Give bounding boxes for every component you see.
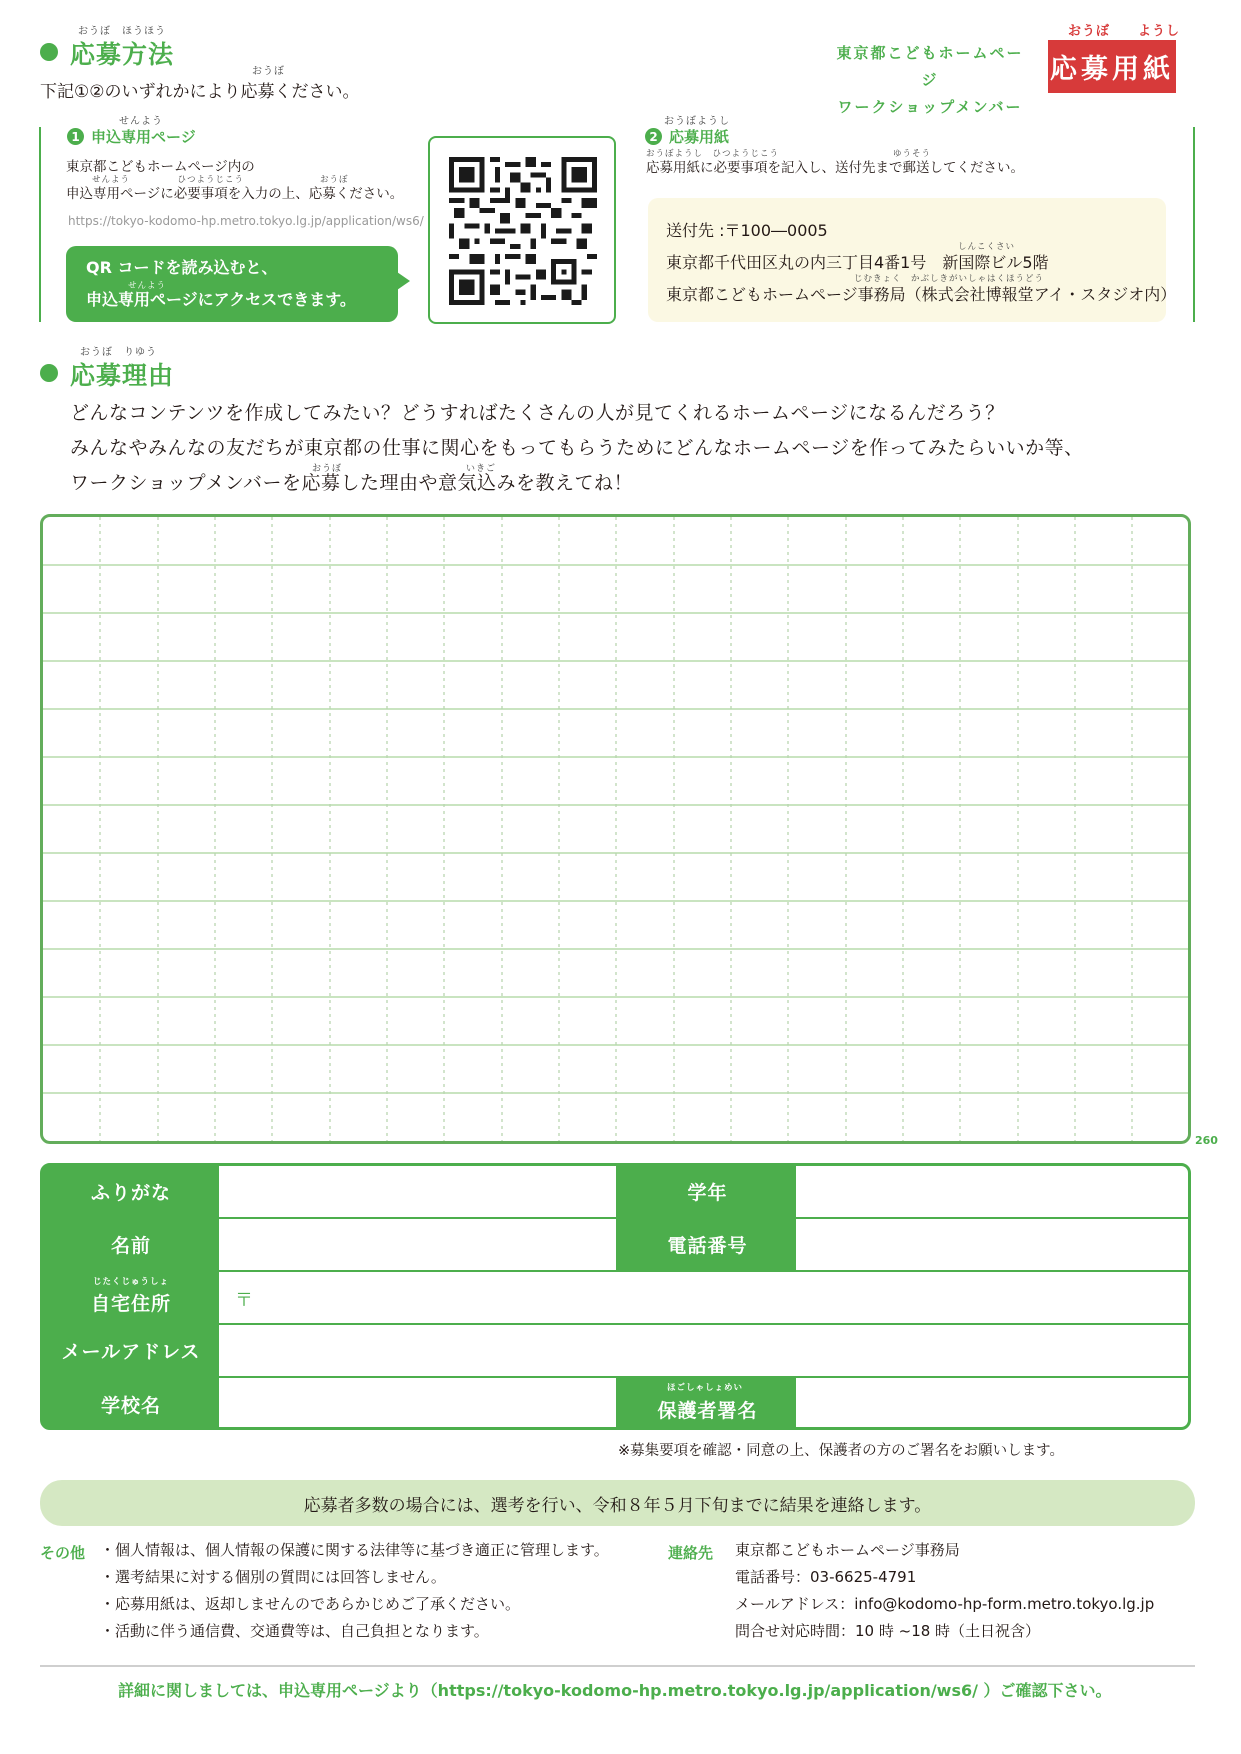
manuscript-grid-lines bbox=[43, 517, 1188, 1141]
bubble-line-2: 申込専用ページにアクセスできます。 bbox=[86, 290, 356, 309]
method2-desc: 応募用紙に必要事項を記入し、送付先まで郵送してください。 bbox=[646, 160, 1024, 176]
home-address-input[interactable] bbox=[219, 1272, 1188, 1323]
home-address-ruby: じたくじゅうしょ bbox=[93, 1277, 170, 1287]
guardian-note: ※募集要項を確認・同意の上、保護者の方のご署名をお願いします。 bbox=[618, 1443, 1064, 1459]
other-note-item: ・選考結果に対する個別の質問には回答しません。 bbox=[100, 1568, 446, 1586]
intro-ruby: おうぼ bbox=[252, 66, 285, 77]
section-title-reason: 応募理由 bbox=[70, 361, 175, 390]
reason-line-1: どんなコンテンツを作成してみたい？どうすればたくさんの人が見てくれるホームページになるんだろう？ bbox=[70, 402, 1005, 424]
contact-label: 連絡先 bbox=[668, 1544, 714, 1562]
method1-line1: 東京都こどもホームページ内の bbox=[66, 159, 255, 175]
section-title-ruby: おうぼ ほうほう bbox=[78, 26, 166, 37]
application-form-badge: 応募用紙 bbox=[1048, 40, 1176, 93]
reason-writing-grid[interactable] bbox=[40, 514, 1191, 1144]
form-row-furigana bbox=[43, 1166, 1188, 1217]
method1-title-ruby: せんよう bbox=[119, 116, 163, 127]
intro-text: 下記①②のいずれかにより応募ください。 bbox=[40, 82, 360, 102]
form-row-email bbox=[43, 1325, 1188, 1376]
contact-hours: 問合せ対応時間：10 時 ~18 時（土日祝含） bbox=[735, 1622, 1041, 1640]
reason-title-ruby: おうぼ りゆう bbox=[80, 347, 157, 358]
guardian-signature-input[interactable] bbox=[796, 1378, 1188, 1430]
other-note-item: ・応募用紙は、返却しませんのであらかじめご了承ください。 bbox=[100, 1595, 521, 1613]
address-street: 東京都千代田区丸の内三丁目4番1号 新国際ビル5階 bbox=[666, 253, 1049, 272]
phone-label: 電話番号 bbox=[619, 1219, 796, 1270]
bullet-dot-icon bbox=[40, 364, 58, 382]
application-url[interactable]: https://tokyo-kodomo-hp.metro.tokyo.lg.jp/application/ws6/ bbox=[68, 214, 424, 228]
address-office: 東京都こどもホームページ事務局（株式会社博報堂アイ・スタジオ内） bbox=[666, 285, 1177, 304]
address-line3-ruby: じむきょく かぶしきがいしゃはくほうどう bbox=[854, 274, 1045, 284]
method1-line2: 申込専用ページに必要事項を入力の上、応募ください。 bbox=[66, 186, 404, 202]
home-address-text: 自宅住所 bbox=[90, 1293, 171, 1315]
school-input[interactable] bbox=[219, 1378, 616, 1430]
postal-mark-icon: 〒 bbox=[235, 1290, 253, 1311]
reason-prompt bbox=[70, 396, 1084, 501]
form-row-address bbox=[43, 1272, 1188, 1323]
furigana-label: ふりがな bbox=[43, 1166, 219, 1217]
bubble-line-1: QR コードを読み込むと、 bbox=[86, 258, 278, 277]
phone-input[interactable] bbox=[796, 1219, 1188, 1270]
name-input[interactable] bbox=[219, 1219, 616, 1270]
section-title-method: 応募方法 bbox=[70, 40, 175, 69]
home-address-label bbox=[43, 1272, 219, 1323]
method2-desc-ruby: おうぼようし ひつようじこう ゆうそう bbox=[646, 149, 932, 159]
address-postal: 送付先 :〒100―0005 bbox=[666, 221, 828, 240]
char-count-label: 260 bbox=[1195, 1134, 1218, 1147]
bubble-ruby: せんよう bbox=[128, 281, 167, 291]
section-divider-left bbox=[39, 127, 41, 322]
qr-code-frame bbox=[428, 136, 616, 324]
method2-title-ruby: おうぼようし bbox=[664, 116, 730, 127]
address-line2-ruby: しんこくさい bbox=[958, 242, 1016, 252]
guardian-signature-label bbox=[619, 1378, 796, 1430]
reason-ruby-1: おうぼ bbox=[312, 464, 343, 474]
brand-line-2: ワークショップメンバー bbox=[837, 98, 1023, 116]
grade-label: 学年 bbox=[619, 1166, 796, 1217]
mailing-address-box bbox=[648, 198, 1177, 322]
reason-ruby-2: いきご bbox=[466, 464, 497, 474]
form-row-name bbox=[43, 1219, 1188, 1270]
guardian-text: 保護者署名 bbox=[657, 1399, 758, 1422]
bullet-dot-icon bbox=[40, 43, 58, 61]
number-2-icon: 2 bbox=[645, 128, 662, 145]
reason-line-2: みんなやみんなの友だちが東京都の仕事に関心をもってもらうためにどんなホームページを作ってみたらいいか等、 bbox=[70, 437, 1084, 459]
other-label: その他 bbox=[40, 1544, 86, 1562]
badge-ruby: おうぼ ようし bbox=[1068, 24, 1181, 39]
qr-hint-bubble bbox=[66, 246, 398, 322]
email-input[interactable] bbox=[219, 1325, 1188, 1376]
contact-phone: 電話番号：03-6625-4791 bbox=[735, 1568, 917, 1586]
other-note-item: ・個人情報は、個人情報の保護に関する法律等に基づき適正に管理します。 bbox=[100, 1541, 609, 1559]
number-1-icon: 1 bbox=[67, 128, 84, 145]
name-label: 名前 bbox=[43, 1219, 219, 1270]
brand-title bbox=[830, 40, 1030, 121]
form-row-school bbox=[43, 1378, 1188, 1430]
section-divider-right bbox=[1193, 127, 1195, 322]
applicant-form bbox=[40, 1163, 1191, 1430]
footer-details-link[interactable]: 詳細に関しましては、申込専用ページより（https://tokyo-kodomo-hp.metro.tokyo.lg.jp/application/ws6/ ）ご確認下さい。 bbox=[118, 1681, 1112, 1700]
grade-input[interactable] bbox=[796, 1166, 1188, 1217]
furigana-input[interactable] bbox=[219, 1166, 616, 1217]
method1-title: 申込専用ページ bbox=[91, 128, 196, 146]
school-label: 学校名 bbox=[43, 1378, 219, 1430]
contact-office: 東京都こどもホームページ事務局 bbox=[735, 1541, 960, 1559]
guardian-ruby: ほごしゃしょめい bbox=[667, 1383, 744, 1393]
selection-notice-banner: 応募者多数の場合には、選考を行い、令和８年５月下旬までに結果を連絡します。 bbox=[40, 1480, 1195, 1526]
email-label: メールアドレス bbox=[43, 1325, 219, 1376]
brand-line-1: 東京都こどもホームページ bbox=[836, 44, 1024, 89]
qr-code-icon[interactable] bbox=[449, 157, 597, 305]
footer-divider bbox=[40, 1665, 1195, 1667]
method2-title: 応募用紙 bbox=[669, 128, 730, 146]
method1-line2-ruby: せんよう ひつようじこう おうぼ bbox=[92, 175, 349, 185]
reason-line-3: ワークショップメンバーを応募した理由や意気込みを教えてね！ bbox=[70, 472, 634, 494]
other-note-item: ・活動に伴う通信費、交通費等は、自己負担となります。 bbox=[100, 1622, 489, 1640]
contact-email[interactable]: メールアドレス：info@kodomo-hp-form.metro.tokyo.lg.jp bbox=[735, 1595, 1155, 1613]
other-notes-list bbox=[100, 1537, 609, 1645]
contact-info-list bbox=[735, 1537, 1154, 1645]
